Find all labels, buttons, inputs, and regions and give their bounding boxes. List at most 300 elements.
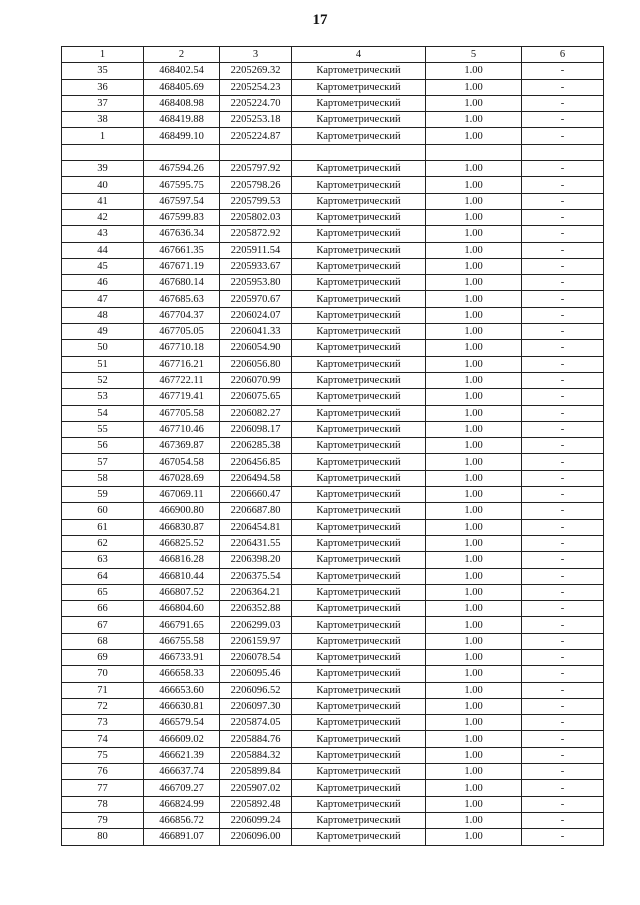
cell-accuracy: 1.00 [426,226,522,242]
cell-x: 466891.07 [144,829,220,845]
table-row [62,829,604,845]
cell-x: 466856.72 [144,812,220,828]
table-row [62,698,604,714]
table-row [62,682,604,698]
cell-description: - [522,372,604,388]
cell-method [292,144,426,160]
cell-description: - [522,63,604,79]
cell-method: Картометрический [292,79,426,95]
cell-method: Картометрический [292,438,426,454]
cell-accuracy: 1.00 [426,715,522,731]
cell-accuracy: 1.00 [426,487,522,503]
cell-accuracy: 1.00 [426,258,522,274]
table-row [62,340,604,356]
cell-point-number: 58 [62,470,144,486]
cell-method: Картометрический [292,568,426,584]
cell-description: - [522,389,604,405]
cell-x: 467054.58 [144,454,220,470]
cell-y: 2206096.00 [220,829,292,845]
cell-x [144,144,220,160]
cell-accuracy: 1.00 [426,307,522,323]
cell-method: Картометрический [292,698,426,714]
cell-method: Картометрический [292,812,426,828]
cell-point-number: 77 [62,780,144,796]
cell-accuracy: 1.00 [426,340,522,356]
cell-x: 467685.63 [144,291,220,307]
cell-method: Картометрический [292,764,426,780]
cell-description: - [522,112,604,128]
table-row [62,584,604,600]
cell-accuracy: 1.00 [426,128,522,144]
cell-point-number: 61 [62,519,144,535]
cell-description: - [522,242,604,258]
cell-description: - [522,340,604,356]
cell-accuracy: 1.00 [426,112,522,128]
cell-y: 2206285.38 [220,438,292,454]
cell-accuracy: 1.00 [426,649,522,665]
cell-x: 466824.99 [144,796,220,812]
cell-accuracy: 1.00 [426,291,522,307]
cell-accuracy: 1.00 [426,731,522,747]
cell-description: - [522,307,604,323]
cell-point-number: 41 [62,193,144,209]
cell-point-number: 40 [62,177,144,193]
cell-description: - [522,291,604,307]
cell-x: 466621.39 [144,747,220,763]
cell-point-number: 78 [62,796,144,812]
cell-accuracy: 1.00 [426,454,522,470]
cell-accuracy: 1.00 [426,584,522,600]
cell-description: - [522,128,604,144]
cell-point-number: 53 [62,389,144,405]
cell-y: 2206054.90 [220,340,292,356]
cell-y: 2206398.20 [220,552,292,568]
cell-point-number [62,144,144,160]
cell-accuracy: 1.00 [426,780,522,796]
cell-description: - [522,454,604,470]
cell-point-number: 66 [62,601,144,617]
cell-accuracy: 1.00 [426,421,522,437]
cell-description: - [522,421,604,437]
cell-description: - [522,470,604,486]
table-row [62,715,604,731]
cell-method: Картометрический [292,258,426,274]
cell-method: Картометрический [292,682,426,698]
cell-y: 2206095.46 [220,666,292,682]
table-row [62,666,604,682]
table-row [62,112,604,128]
cell-point-number: 64 [62,568,144,584]
cell-y: 2205802.03 [220,209,292,225]
cell-x: 467705.58 [144,405,220,421]
cell-x: 466609.02 [144,731,220,747]
cell-point-number: 79 [62,812,144,828]
cell-accuracy: 1.00 [426,161,522,177]
cell-accuracy: 1.00 [426,535,522,551]
cell-method: Картометрический [292,470,426,486]
cell-accuracy: 1.00 [426,568,522,584]
cell-description: - [522,780,604,796]
cell-accuracy: 1.00 [426,796,522,812]
cell-method: Картометрический [292,715,426,731]
cell-method: Картометрический [292,747,426,763]
table-row [62,405,604,421]
cell-method: Картометрический [292,780,426,796]
header-cell-method: 4 [292,47,426,63]
cell-y: 2205253.18 [220,112,292,128]
cell-y: 2205953.80 [220,275,292,291]
cell-accuracy: 1.00 [426,552,522,568]
cell-method: Картометрический [292,275,426,291]
cell-description: - [522,209,604,225]
table-row [62,487,604,503]
cell-point-number: 71 [62,682,144,698]
cell-y: 2205224.70 [220,95,292,111]
cell-point-number: 59 [62,487,144,503]
cell-description: - [522,731,604,747]
cell-x: 466791.65 [144,617,220,633]
table-row [62,128,604,144]
cell-accuracy: 1.00 [426,177,522,193]
cell-method: Картометрический [292,307,426,323]
cell-description: - [522,161,604,177]
cell-description: - [522,601,604,617]
cell-method: Картометрический [292,226,426,242]
cell-x: 467680.14 [144,275,220,291]
cell-accuracy: 1.00 [426,389,522,405]
cell-point-number: 38 [62,112,144,128]
table-row [62,764,604,780]
cell-description: - [522,568,604,584]
cell-description: - [522,226,604,242]
cell-description: - [522,715,604,731]
cell-x: 466637.74 [144,764,220,780]
cell-accuracy: 1.00 [426,601,522,617]
cell-x: 466755.58 [144,633,220,649]
cell-accuracy: 1.00 [426,275,522,291]
cell-x: 467599.83 [144,209,220,225]
cell-x: 466630.81 [144,698,220,714]
cell-accuracy: 1.00 [426,438,522,454]
cell-point-number: 62 [62,535,144,551]
cell-accuracy: 1.00 [426,617,522,633]
cell-x: 467719.41 [144,389,220,405]
cell-method: Картометрический [292,112,426,128]
cell-point-number: 42 [62,209,144,225]
cell-accuracy: 1.00 [426,193,522,209]
cell-method: Картометрический [292,95,426,111]
cell-y: 2206364.21 [220,584,292,600]
table-row [62,63,604,79]
table-row [62,617,604,633]
cell-accuracy: 1.00 [426,829,522,845]
cell-method: Картометрический [292,177,426,193]
cell-point-number: 68 [62,633,144,649]
table-row-empty [62,144,604,160]
cell-point-number: 70 [62,666,144,682]
cell-y: 2206041.33 [220,324,292,340]
cell-method: Картометрический [292,454,426,470]
table-row [62,193,604,209]
cell-x: 467722.11 [144,372,220,388]
cell-method: Картометрический [292,372,426,388]
cell-x: 466733.91 [144,649,220,665]
cell-y: 2206454.81 [220,519,292,535]
header-cell-x: 2 [144,47,220,63]
cell-y: 2205933.67 [220,258,292,274]
cell-accuracy: 1.00 [426,63,522,79]
cell-x: 467710.46 [144,421,220,437]
cell-y: 2206024.07 [220,307,292,323]
cell-accuracy: 1.00 [426,698,522,714]
cell-description: - [522,747,604,763]
cell-method: Картометрический [292,421,426,437]
cell-method: Картометрический [292,584,426,600]
table-row [62,258,604,274]
cell-point-number: 51 [62,356,144,372]
cell-y: 2205884.76 [220,731,292,747]
cell-accuracy: 1.00 [426,356,522,372]
cell-point-number: 80 [62,829,144,845]
cell-method: Картометрический [292,389,426,405]
cell-x: 466579.54 [144,715,220,731]
cell-method: Картометрический [292,649,426,665]
cell-y: 2205872.92 [220,226,292,242]
header-cell-accuracy: 5 [426,47,522,63]
cell-point-number: 50 [62,340,144,356]
cell-point-number: 56 [62,438,144,454]
cell-point-number: 76 [62,764,144,780]
cell-x: 466804.60 [144,601,220,617]
cell-accuracy: 1.00 [426,79,522,95]
cell-x: 467369.87 [144,438,220,454]
cell-x: 466900.80 [144,503,220,519]
cell-x: 467597.54 [144,193,220,209]
cell-method: Картометрический [292,128,426,144]
cell-method: Картометрический [292,731,426,747]
cell-y: 2205892.48 [220,796,292,812]
cell-y: 2206070.99 [220,372,292,388]
cell-description: - [522,177,604,193]
cell-point-number: 47 [62,291,144,307]
cell-x: 466709.27 [144,780,220,796]
cell-point-number: 65 [62,584,144,600]
cell-description: - [522,617,604,633]
cell-point-number: 63 [62,552,144,568]
cell-method: Картометрический [292,405,426,421]
cell-description: - [522,79,604,95]
cell-x: 467028.69 [144,470,220,486]
cell-description: - [522,796,604,812]
cell-x: 466830.87 [144,519,220,535]
table-row [62,242,604,258]
cell-point-number: 73 [62,715,144,731]
cell-y: 2206082.27 [220,405,292,421]
cell-y: 2205797.92 [220,161,292,177]
cell-x: 467069.11 [144,487,220,503]
cell-point-number: 60 [62,503,144,519]
cell-method: Картометрический [292,324,426,340]
cell-description: - [522,487,604,503]
cell-x: 467704.37 [144,307,220,323]
cell-accuracy: 1.00 [426,747,522,763]
cell-y: 2206098.17 [220,421,292,437]
cell-y: 2206660.47 [220,487,292,503]
cell-y: 2205799.53 [220,193,292,209]
cell-x: 466653.60 [144,682,220,698]
table-row [62,470,604,486]
cell-point-number: 39 [62,161,144,177]
table-row [62,324,604,340]
cell-description [522,144,604,160]
cell-y: 2205884.32 [220,747,292,763]
cell-y: 2206075.65 [220,389,292,405]
cell-y: 2206056.80 [220,356,292,372]
table-row [62,307,604,323]
cell-y: 2206431.55 [220,535,292,551]
table-row [62,535,604,551]
cell-description: - [522,519,604,535]
cell-method: Картометрический [292,617,426,633]
cell-point-number: 35 [62,63,144,79]
cell-description: - [522,829,604,845]
cell-description: - [522,682,604,698]
cell-method: Картометрический [292,503,426,519]
cell-method: Картометрический [292,63,426,79]
cell-x: 467710.18 [144,340,220,356]
cell-y: 2206097.30 [220,698,292,714]
cell-description: - [522,275,604,291]
cell-description: - [522,764,604,780]
table-row [62,568,604,584]
cell-description: - [522,356,604,372]
cell-description: - [522,503,604,519]
cell-x: 467716.21 [144,356,220,372]
cell-method: Картометрический [292,552,426,568]
cell-x: 467595.75 [144,177,220,193]
cell-y [220,144,292,160]
cell-description: - [522,95,604,111]
cell-x: 467705.05 [144,324,220,340]
cell-method: Картометрический [292,519,426,535]
cell-description: - [522,258,604,274]
cell-accuracy: 1.00 [426,405,522,421]
cell-method: Картометрический [292,209,426,225]
page-number: 17 [312,12,328,28]
cell-y: 2206375.54 [220,568,292,584]
table-row [62,747,604,763]
cell-point-number: 72 [62,698,144,714]
header-cell-y: 3 [220,47,292,63]
table-row [62,633,604,649]
cell-description: - [522,584,604,600]
cell-x: 466810.44 [144,568,220,584]
table-row [62,226,604,242]
cell-point-number: 49 [62,324,144,340]
cell-point-number: 69 [62,649,144,665]
table-row [62,780,604,796]
cell-y: 2206099.24 [220,812,292,828]
table-row [62,649,604,665]
cell-description: - [522,193,604,209]
cell-method: Картометрический [292,796,426,812]
cell-description: - [522,812,604,828]
table-row [62,161,604,177]
cell-x: 468408.98 [144,95,220,111]
cell-description: - [522,405,604,421]
cell-point-number: 36 [62,79,144,95]
table-row [62,503,604,519]
cell-x: 466658.33 [144,666,220,682]
cell-y: 2205269.32 [220,63,292,79]
table-row [62,601,604,617]
cell-accuracy: 1.00 [426,519,522,535]
table-row [62,177,604,193]
cell-description: - [522,666,604,682]
cell-y: 2206352.88 [220,601,292,617]
header-row [62,47,604,63]
cell-x: 467636.34 [144,226,220,242]
cell-description: - [522,324,604,340]
cell-method: Картометрический [292,193,426,209]
cell-accuracy: 1.00 [426,503,522,519]
cell-method: Картометрический [292,291,426,307]
cell-accuracy: 1.00 [426,209,522,225]
cell-x: 468419.88 [144,112,220,128]
cell-x: 467661.35 [144,242,220,258]
cell-method: Картометрический [292,487,426,503]
cell-y: 2206687.80 [220,503,292,519]
cell-x: 468405.69 [144,79,220,95]
table-header [62,47,604,63]
table-row [62,389,604,405]
cell-description: - [522,535,604,551]
cell-point-number: 75 [62,747,144,763]
table-row [62,454,604,470]
cell-accuracy: 1.00 [426,812,522,828]
cell-y: 2205798.26 [220,177,292,193]
cell-y: 2206159.97 [220,633,292,649]
cell-accuracy: 1.00 [426,324,522,340]
table-row [62,95,604,111]
cell-point-number: 52 [62,372,144,388]
cell-y: 2206299.03 [220,617,292,633]
cell-method: Картометрический [292,633,426,649]
cell-y: 2205907.02 [220,780,292,796]
cell-x: 467671.19 [144,258,220,274]
cell-accuracy: 1.00 [426,682,522,698]
cell-description: - [522,552,604,568]
cell-y: 2206078.54 [220,649,292,665]
header-cell-description: 6 [522,47,604,63]
cell-y: 2206456.85 [220,454,292,470]
cell-y: 2205899.84 [220,764,292,780]
table-body [62,63,604,845]
cell-point-number: 45 [62,258,144,274]
table-row [62,356,604,372]
table-row [62,796,604,812]
cell-method: Картометрический [292,601,426,617]
cell-point-number: 43 [62,226,144,242]
coordinates-table [61,46,604,846]
cell-y: 2205874.05 [220,715,292,731]
cell-method: Картометрический [292,161,426,177]
cell-accuracy: 1.00 [426,666,522,682]
cell-point-number: 54 [62,405,144,421]
cell-point-number: 57 [62,454,144,470]
cell-accuracy: 1.00 [426,372,522,388]
table-row [62,731,604,747]
